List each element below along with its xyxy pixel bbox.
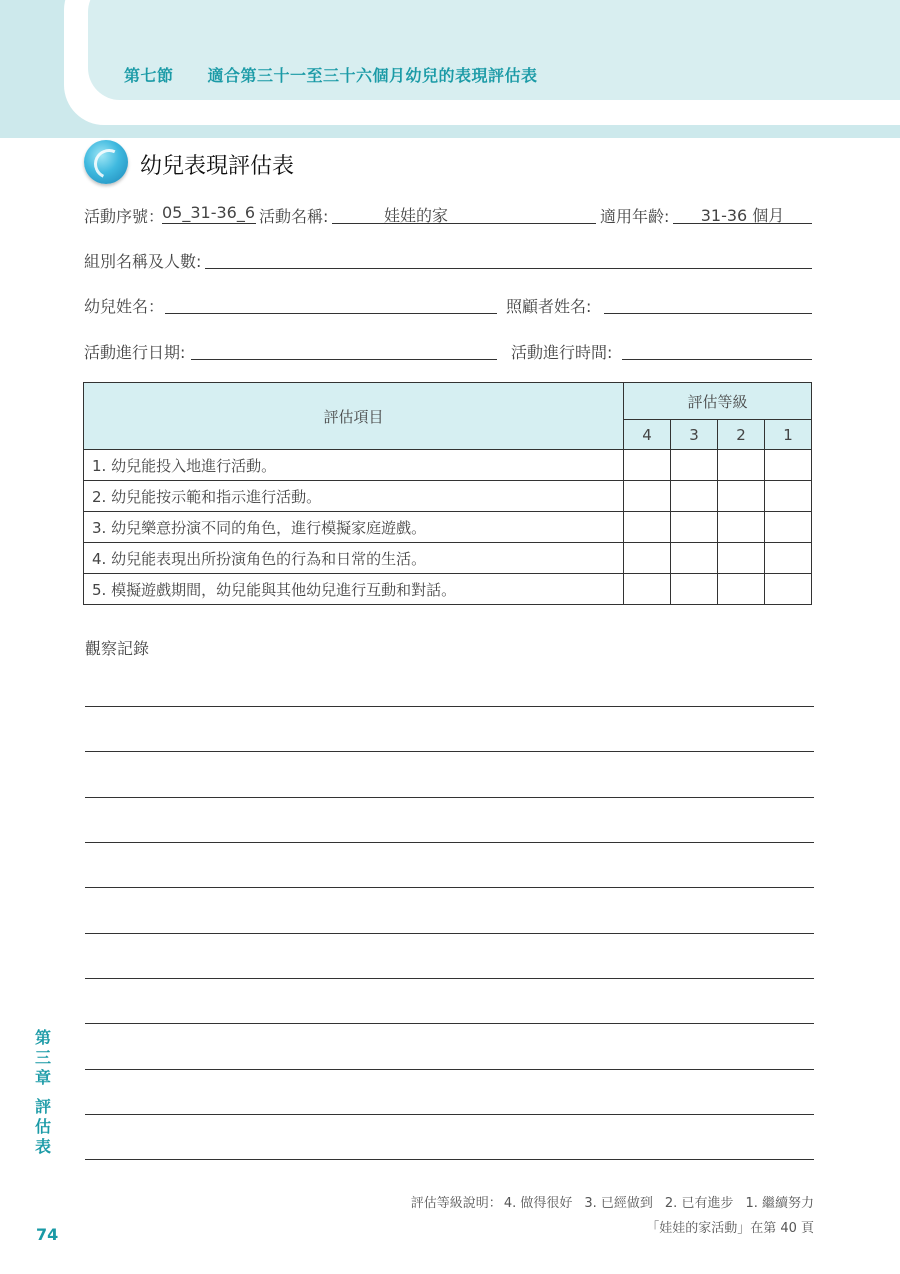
- observation-line[interactable]: [85, 706, 814, 707]
- observation-line[interactable]: [85, 887, 814, 888]
- grade-cell[interactable]: [624, 450, 671, 481]
- grade-cell[interactable]: [765, 512, 812, 543]
- caregiver-field[interactable]: [604, 293, 812, 314]
- grade-cell[interactable]: [671, 450, 718, 481]
- form-title: 幼兒表現評估表: [140, 154, 295, 179]
- observation-label: 觀察記錄: [85, 639, 150, 658]
- group-label: 組別名稱及人數:: [84, 252, 202, 271]
- sidebar-name: 評估表: [34, 1097, 51, 1156]
- child-name-label: 幼兒姓名：: [84, 297, 165, 316]
- legend-label: 評估等級說明：: [410, 1196, 502, 1211]
- grade-cell[interactable]: [718, 450, 765, 481]
- grade-cell[interactable]: [765, 450, 812, 481]
- time-field[interactable]: [622, 339, 812, 360]
- grade-1-header: 1: [765, 420, 812, 450]
- grade-cell[interactable]: [671, 543, 718, 574]
- page-reference: 「娃娃的家活動」在第 40 頁: [646, 1221, 814, 1236]
- activity-name-value: 娃娃的家: [384, 206, 449, 225]
- grade-4-header: 4: [624, 420, 671, 450]
- evaluation-table: [83, 382, 812, 605]
- grade-cell[interactable]: [624, 481, 671, 512]
- grade-header: 評估等級: [624, 383, 812, 420]
- group-field[interactable]: [205, 248, 812, 269]
- child-name-field[interactable]: [165, 293, 497, 314]
- grade-cell[interactable]: [671, 512, 718, 543]
- activity-name-field[interactable]: [332, 203, 596, 224]
- grade-cell[interactable]: [718, 512, 765, 543]
- age-label: 適用年齡:: [600, 207, 670, 226]
- item-text: 5. 模擬遊戲期間，幼兒能與其他幼兒進行互動和對話。: [84, 574, 624, 605]
- grade-cell[interactable]: [718, 481, 765, 512]
- legend-grade-4: 4. 做得很好: [503, 1196, 573, 1211]
- grade-cell[interactable]: [765, 543, 812, 574]
- grade-cell[interactable]: [718, 574, 765, 605]
- bubble-icon: [84, 140, 128, 184]
- date-field[interactable]: [191, 339, 497, 360]
- observation-line[interactable]: [85, 1114, 814, 1115]
- observation-line[interactable]: [85, 978, 814, 979]
- activity-name-label: 活動名稱:: [259, 207, 329, 226]
- activity-no-label: 活動序號：: [84, 207, 165, 226]
- legend-grade-3: 3. 已經做到: [584, 1196, 653, 1211]
- activity-no-value: 05_31-36_6: [162, 203, 256, 222]
- sidebar-chapter: 第三章: [34, 1028, 51, 1087]
- observation-line[interactable]: [85, 1023, 814, 1024]
- section-heading: [124, 63, 538, 86]
- table-row: [84, 574, 812, 605]
- table-row: [84, 450, 812, 481]
- grade-cell[interactable]: [671, 481, 718, 512]
- grade-cell[interactable]: [765, 481, 812, 512]
- observation-line[interactable]: [85, 1069, 814, 1070]
- table-row: [84, 512, 812, 543]
- grade-cell[interactable]: [765, 574, 812, 605]
- item-text: 3. 幼兒樂意扮演不同的角色，進行模擬家庭遊戲。: [84, 512, 624, 543]
- page-number: 74: [36, 1225, 59, 1244]
- grade-legend: [411, 1192, 814, 1211]
- observation-line[interactable]: [85, 933, 814, 934]
- grade-cell[interactable]: [624, 574, 671, 605]
- grade-cell[interactable]: [624, 543, 671, 574]
- item-text: 1. 幼兒能投入地進行活動。: [84, 450, 624, 481]
- item-header: 評估項目: [84, 383, 624, 450]
- observation-line[interactable]: [85, 842, 814, 843]
- grade-3-header: 3: [671, 420, 718, 450]
- caregiver-label: 照顧者姓名:: [506, 297, 592, 316]
- grade-cell[interactable]: [671, 574, 718, 605]
- grade-2-header: 2: [718, 420, 765, 450]
- time-label: 活動進行時間:: [511, 343, 613, 362]
- legend-grade-2: 2. 已有進步: [664, 1196, 734, 1211]
- age-value[interactable]: 31-36 個月: [673, 203, 812, 224]
- observation-line[interactable]: [85, 797, 814, 798]
- item-text: 2. 幼兒能按示範和指示進行活動。: [84, 481, 624, 512]
- table-row: [84, 543, 812, 574]
- table-row: [84, 481, 812, 512]
- section-title: 適合第三十一至三十六個月幼兒的表現評估表: [207, 66, 538, 85]
- grade-cell[interactable]: [718, 543, 765, 574]
- grade-cell[interactable]: [624, 512, 671, 543]
- section-number: 第七節: [124, 66, 174, 85]
- date-label: 活動進行日期:: [84, 343, 186, 362]
- legend-grade-1: 1. 繼續努力: [745, 1196, 814, 1211]
- item-text: 4. 幼兒能表現出所扮演角色的行為和日常的生活。: [84, 543, 624, 574]
- observation-line[interactable]: [85, 1159, 814, 1160]
- observation-line[interactable]: [85, 751, 814, 752]
